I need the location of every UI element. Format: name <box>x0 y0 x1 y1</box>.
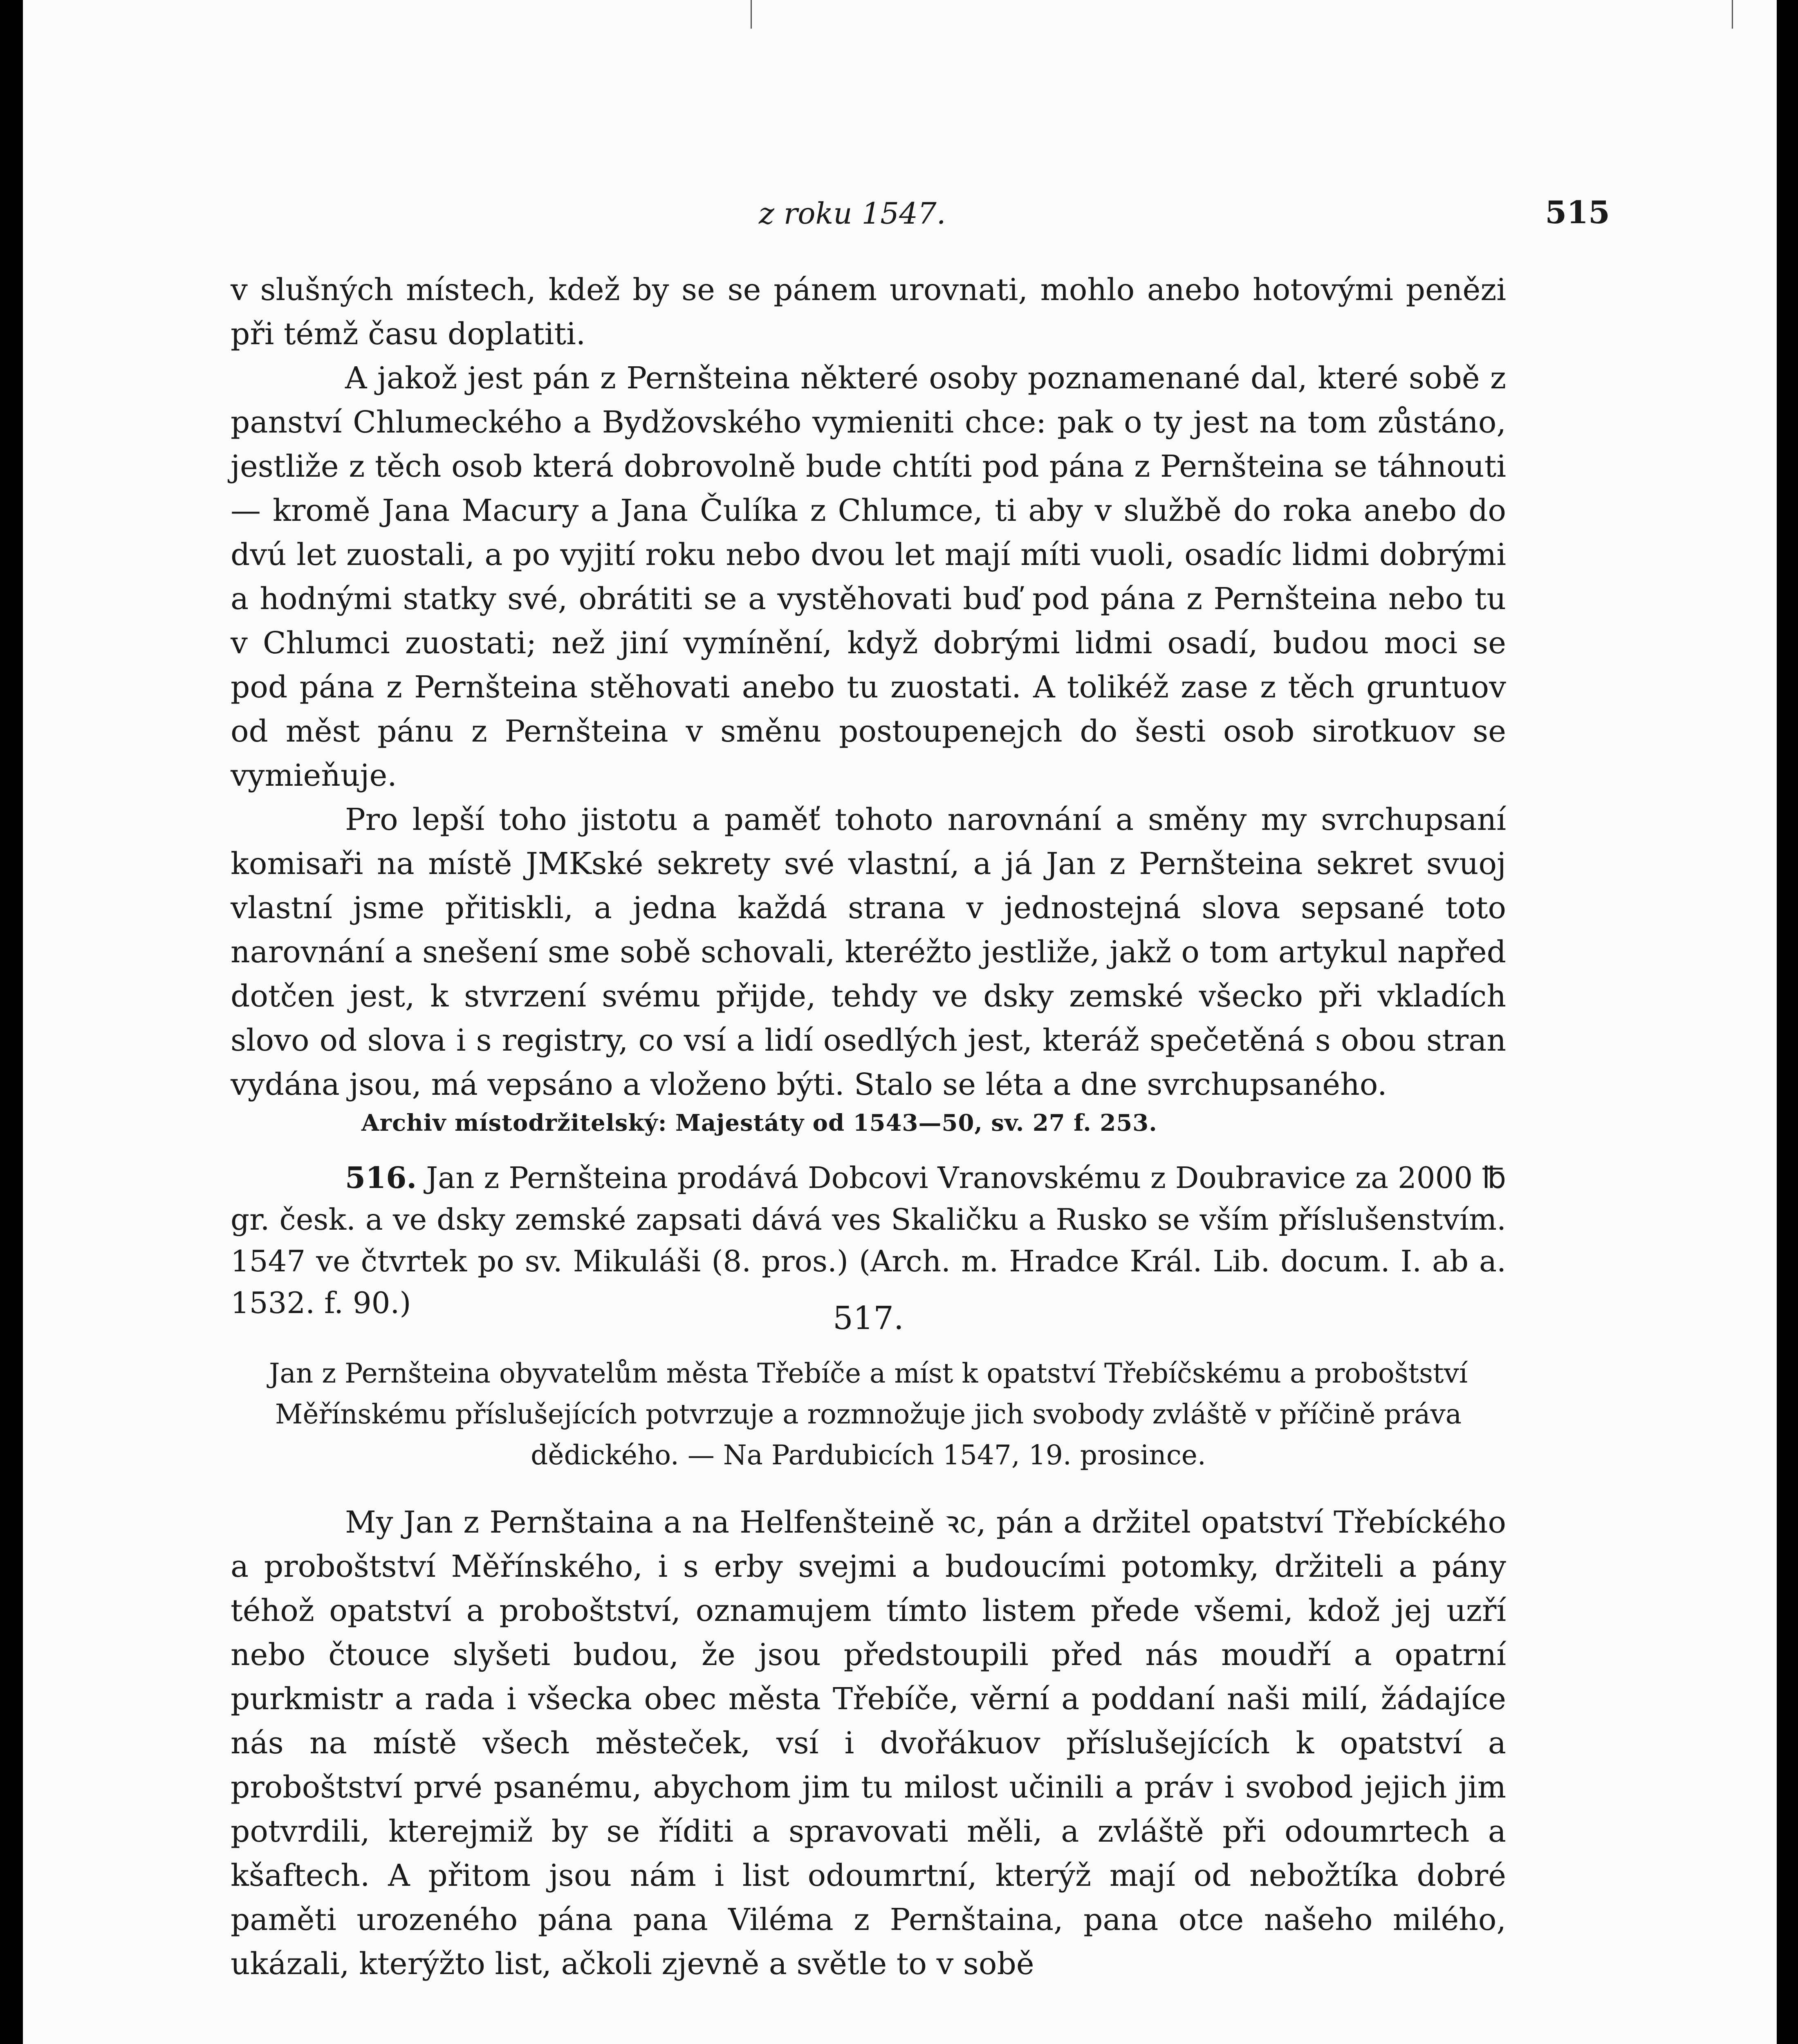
paragraph-continuation: v slušných místech, kdež by se se pánem urovnati, mohlo anebo hotovými penězi při témž času doplatiti. <box>231 272 1506 352</box>
paragraph: A jakož jest pán z Pernšteina některé osoby poznamenané dal, které sobě z panství Chlumeckého a Bydžovského vymieniti chce: pak o ty jest na tom zůstáno, jestliže z těch osob která dobrovolně bude chtíti pod pána z Pernšteina se táhnouti — kromě Jana Macury a Jana Čulíka z Chlumce, ti aby v službě do roka anebo do dvú let zuostali, a po vyjití roku nebo dvou let mají míti vuoli, osadíc lidmi dobrými a hodnými statky své, obrátiti se a vystěhovati buď pod pána z Pernšteina nebo tu v Chlumci zuostati; než jiní vymínění, když dobrými lidmi osadí, budou moci se pod pána z Pernšteina stěhovati anebo tu zuostati. A tolikéž zase z těch gruntuov od měst pánu z Pernšteina v směnu postoupenejch do šesti osob sirotkuov se vymieňuje. <box>231 361 1506 793</box>
entry-summary: Jan z Pernšteina obyvatelům města Třebíče a míst k opatství Třebíčskému a proboštství Měřínskému příslušejících potvrzuje a rozmnožuje jich svobody zvláště v příčině práva dědického. — Na Pardubicích 1547, 19. prosince. <box>269 1358 1468 1471</box>
scan-mark <box>751 0 752 29</box>
paragraph: Pro lepší toho jistotu a paměť tohoto narovnání a směny my svrchupsaní komisaři na místě JMKské sekrety své vlastní, a já Jan z Pernšteina sekret svuoj vlastní jsme přitiskli, a jedna každá strana v jednostejná slova sepsané toto narovnání a snešení sme sobě schovali, kteréžto jestliže, jakž o tom artykul napřed dotčen jest, k stvrzení svému přijde, tehdy ve dsky zemské všecko při vkladích slovo od slova i s registry, co vsí a lidí osedlých jest, kteráž spečetěná s obou stran vydána jsou, má vepsáno a vloženo býti. Stalo se léta a dne svrchupsaného. <box>231 802 1506 1102</box>
scan-mark <box>1732 0 1733 29</box>
book-page <box>23 0 1777 2044</box>
archive-citation: Archiv místodržitelský: Majestáty od 1543—50, sv. 27 f. 253. <box>361 1109 1157 1136</box>
page-number: 515 <box>1545 194 1610 231</box>
scan-right-edge <box>1777 0 1798 2044</box>
entry-number: 516. <box>345 1160 417 1195</box>
scan-left-edge <box>0 0 23 2044</box>
entry-text: My Jan z Pernštaina a na Helfenšteině ꝛc, pán a držitel opatství Třebíckého a proboštství Měřínského, i s erby svejmi a budoucími potomky, držiteli a pány téhož opatství a proboštství, oznamujem tímto listem přede všemi, kdož jej uzří nebo čtouce slyšeti budou, že jsou předstoupili před nás moudří a opatrní purkmistr a rada i všecka obec města Třebíče, věrní a poddaní naši milí, žádajíce nás na místě všech městeček, vsí i dvořákuov příslušejících k opatství a proboštství prvé psanému, abychom jim tu milost učinili a práv i svobod jejich jim potvrdili, kterejmiž by se říditi a spravovati měli, a zvláště při odoumrtech a kšaftech. A přitom jsou nám i list odoumrtní, kterýž mají od nebožtíka dobré paměti urozeného pána pana Viléma z Pernštaina, pana otce našeho milého, ukázali, kterýžto list, ačkoli zjevně a světle to v sobě <box>231 1505 1506 1981</box>
entry-text: Jan z Pernšteina prodává Dobcovi Vranovskému z Doubravice za 2000 ℔ gr. česk. a ve dsky zemské zapsati dává ves Skaličku a Rusko se vším příslušenstvím. 1547 ve čtvrtek po sv. Mikuláši (8. pros.) (Arch. m. Hradce Král. Lib. docum. I. ab a. 1532. f. 90.) <box>231 1161 1506 1320</box>
running-head: z roku 1547. <box>759 196 946 231</box>
entry-number: 517. <box>833 1300 904 1337</box>
entry-517 <box>231 1296 1506 1986</box>
main-text <box>231 268 1506 1139</box>
